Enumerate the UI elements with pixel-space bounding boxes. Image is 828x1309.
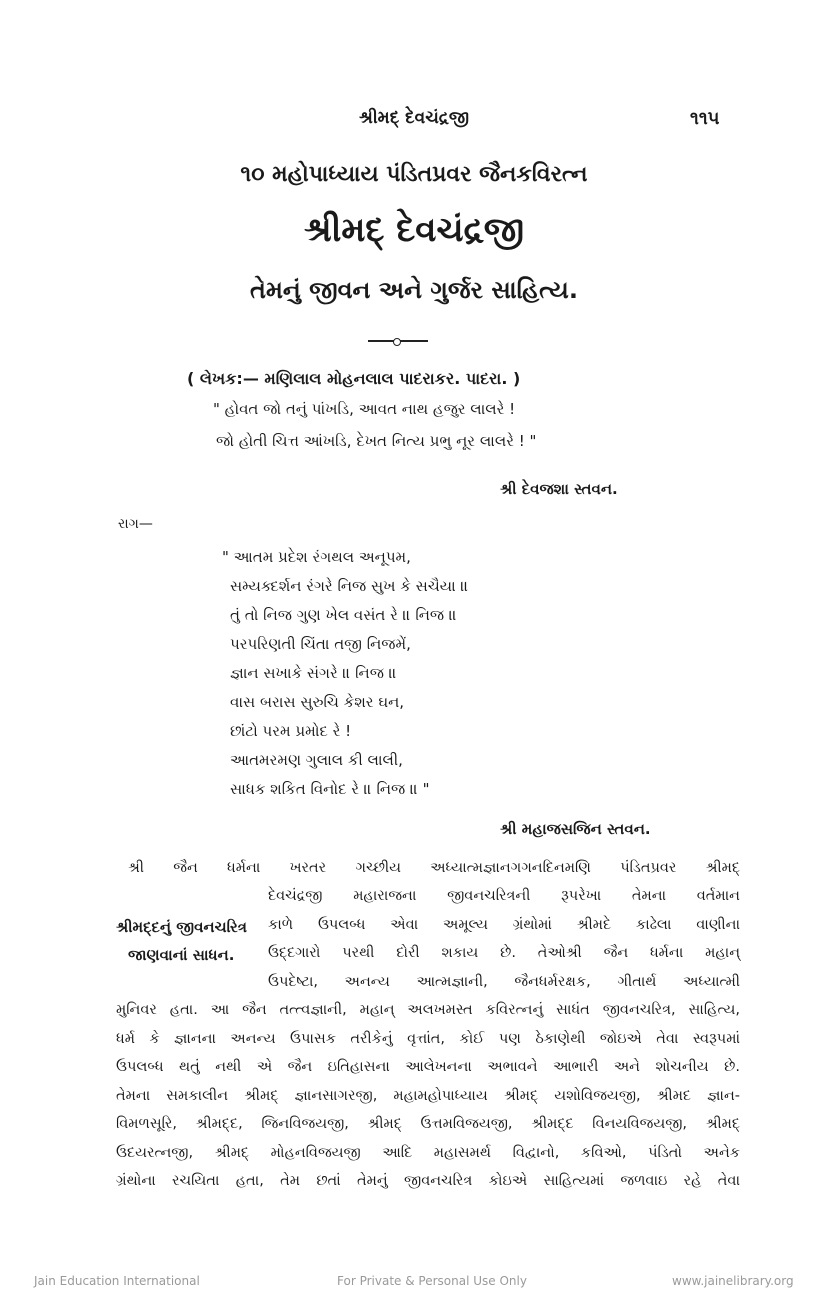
body-line: ગ્રંથોના રચયિતા હતા, તેમ છતાં તેમનું જીવનચરિત્ર કોઇએ સાહિત્યમાં જળવાઇ રહે તેવા bbox=[116, 1173, 740, 1189]
poem-line: પરપરિણતી ચિંતા તજી નિજમેં, bbox=[230, 635, 411, 653]
poem-line: વાસ બરાસ સુરુચિ કેશર ઘન, bbox=[230, 693, 405, 711]
body-line: શ્રી જૈન ધર્મના ખરતર ગચ્છીય અધ્યાત્મજ્ઞાનગગનદિનમણિ પંડિતપ્રવર શ્રીમદ્ bbox=[128, 860, 740, 876]
epigraph-source: શ્રી દેવજશા સ્તવન. bbox=[500, 480, 618, 498]
chapter-heading: ૧૦ મહોપાધ્યાય પંડિતપ્રવર જૈનકવિરત્ન bbox=[240, 162, 588, 187]
body-line: ઉદ્દગારો પરથી દોરી શકાય છે. તેઓશ્રી જૈન ધર્મના મહાન્ bbox=[268, 945, 740, 961]
footer-usage-note: For Private & Personal Use Only bbox=[337, 1274, 527, 1288]
poem-line: સમ્યક્દર્શન રંગરે નિજ સુખ કે સચૈયા ॥ bbox=[230, 577, 469, 595]
ornamental-divider bbox=[368, 340, 428, 342]
poem-line: " આતમ પ્રદેશ રંગથલ અનૂપમ, bbox=[222, 548, 411, 566]
epigraph-line: " હોવત જો તનું પાંખડિ, આવત નાથ હજુર લાલરે ! bbox=[213, 400, 516, 418]
body-line: મુનિવર હતા. આ જૈન તત્ત્વજ્ઞાની, મહાન્ અલખમસ્ત કવિરત્નનું સાધંત જીવનચરિત્ર, સાહિત્ય, bbox=[116, 1002, 740, 1018]
poem-line: તું તો નિજ ગુણ ખેલ વસંત રે ॥ નિજ ॥ bbox=[230, 606, 457, 624]
body-line: ધર્મ કે જ્ઞાનના અનન્ય ઉપાસક તરીકેનું વૃત્તાંત, કોઈ પણ ઠેકાણેથી જોઇએ તેવા સ્વરૂપમાં bbox=[116, 1031, 740, 1047]
author-line: ( લેખક:— મણિલાલ મોહનલાલ પાદરાકર. પાદરા. ) bbox=[187, 369, 521, 388]
body-line: ઉપદેષ્ટા, અનન્ય આત્મજ્ઞાની, જૈનધર્મરક્ષક, ગીતાર્થ અધ્યાત્મી bbox=[268, 974, 740, 990]
body-line: વિમળસૂરિ, શ્રીમદ્દ, જિનવિજયજી, શ્રીમદ્ ઉત્તમવિજયજી, શ્રીમદ્દ વિનયવિજયજી, શ્રીમદ્ bbox=[116, 1116, 740, 1132]
epigraph-line: જો હોતી ચિત્ત આંખડિ, દેખત નિત્ય પ્રભુ નૂર લાલરે ! " bbox=[216, 432, 537, 450]
page-number: ૧૧૫ bbox=[690, 108, 720, 129]
body-line: ઉપલબ્ધ થતું નથી એ જૈન ઇતિહાસના આલેખનના અભાવને આભારી અને શોચનીય છે. bbox=[116, 1059, 740, 1075]
body-line: કાળે ઉપલબ્ધ એવા અમૂલ્ય ગ્રંથોમાં શ્રીમદે કાઢેલા વાણીના bbox=[268, 917, 740, 933]
poem-line: છાંટો પરમ પ્રમોદ રે ! bbox=[230, 722, 352, 740]
poem-line: સાધક શકિત વિનોદ રે ॥ નિજ ॥ " bbox=[230, 780, 430, 798]
running-title: શ્રીમદ્ દેવચંદ્રજી bbox=[358, 108, 470, 128]
body-line: ઉદયરત્નજી, શ્રીમદ્ મોહનવિજયજી આદિ મહાસમર્થ વિદ્વાનો, કવિઓ, પંડિતો અનેક bbox=[116, 1145, 740, 1161]
side-heading-line: જાણવાનાં સાધન. bbox=[128, 946, 235, 964]
footer-website-link[interactable]: www.jainelibrary.org bbox=[672, 1274, 794, 1288]
body-line: દેવચંદ્રજી મહારાજના જીવનચરિત્રની રૂપરેખા તેમના વર્તમાન bbox=[268, 888, 740, 904]
footer-publisher: Jain Education International bbox=[34, 1274, 200, 1288]
chapter-subtitle: તેમનું જીવન અને ગુર્જર સાહિત્ય. bbox=[250, 276, 578, 304]
poem-source: શ્રી મહાજસજિન સ્તવન. bbox=[500, 820, 651, 838]
side-heading-line: શ્રીમદ્દનું જીવનચરિત્ર bbox=[116, 918, 247, 936]
poem-line: જ્ઞાન સખાકે સંગરે ॥ નિજ ॥ bbox=[230, 664, 397, 682]
chapter-title: શ્રીમદ્ દેવચંદ્રજી bbox=[303, 210, 525, 250]
poem-line: આતમરમણ ગુલાલ કી લાલી, bbox=[230, 751, 403, 769]
body-line: તેમના સમકાલીન શ્રીમદ્ જ્ઞાનસાગરજી, મહામહોપાધ્યાય શ્રીમદ્ યશોવિજયજી, શ્રીમદ જ્ઞાન- bbox=[116, 1088, 740, 1104]
raga-label: રાગ— bbox=[118, 516, 153, 532]
